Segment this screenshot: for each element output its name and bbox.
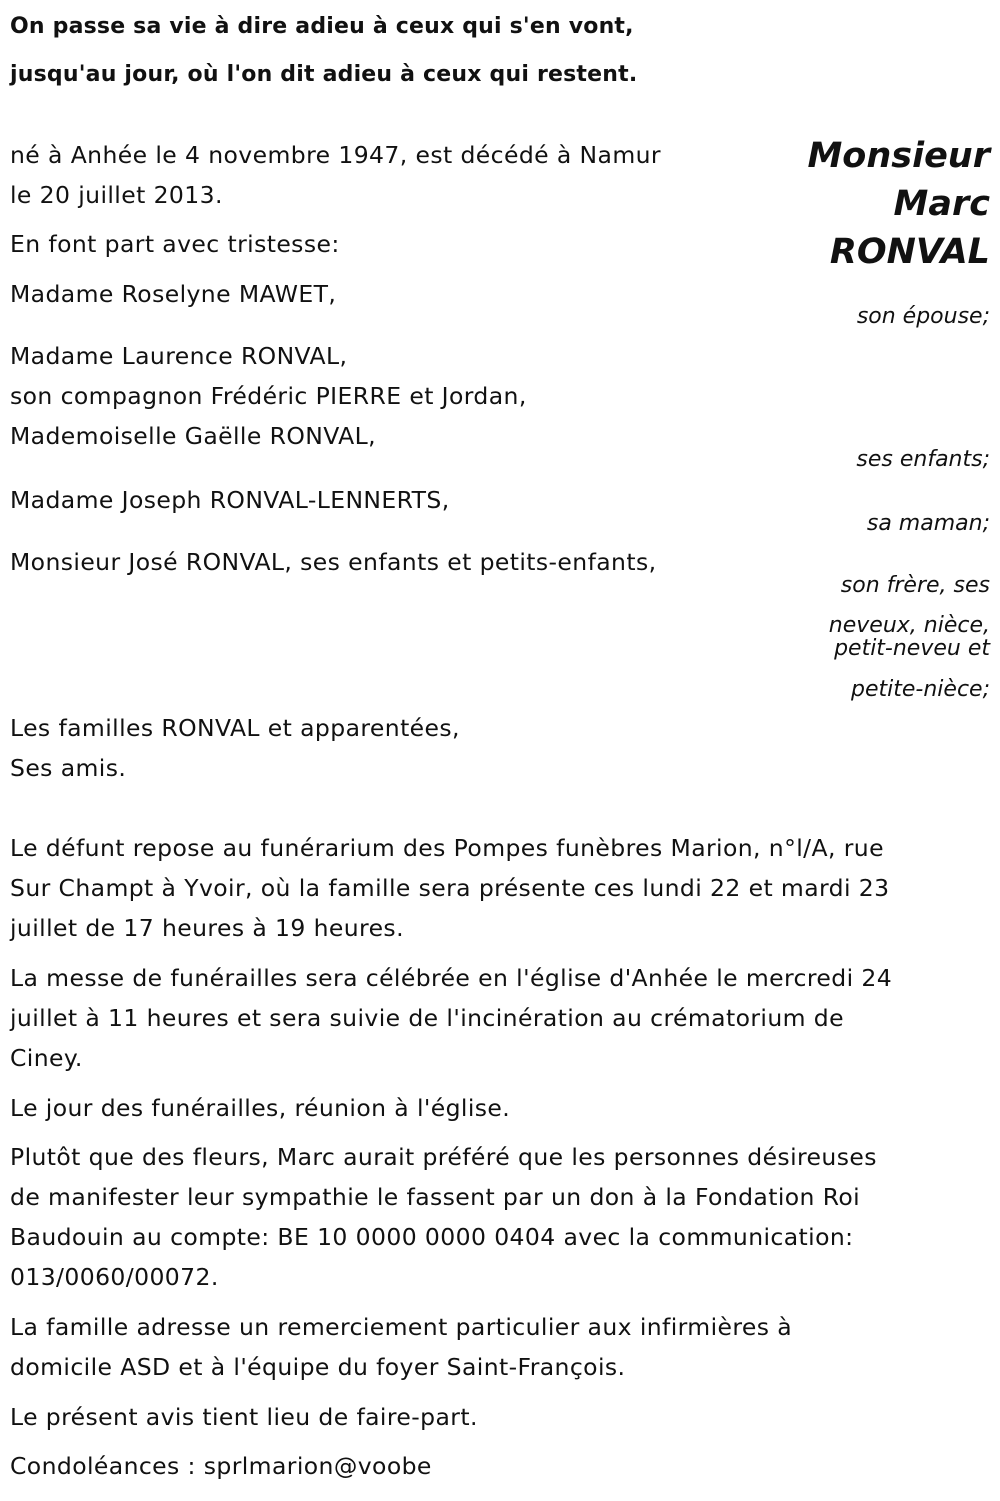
others-line-2: Ses amis. <box>10 754 127 782</box>
others-line-1: Les familles RONVAL et apparentées, <box>10 714 460 742</box>
brother-relation-line-3: petit-neveu et <box>834 636 990 661</box>
epigraph-line-1: On passe sa vie à dire adieu à ceux qui s'en vont, <box>10 14 634 39</box>
notice-line: Le présent avis tient lieu de faire-part. <box>10 1403 478 1431</box>
mass-line-3: Ciney. <box>10 1044 83 1072</box>
child-line-2: son compagnon Frédéric PIERRE et Jordan, <box>10 382 527 410</box>
birth-death-line-1: né à Anhée le 4 novembre 1947, est décédé à Namur <box>10 141 661 169</box>
deceased-title: Monsieur <box>807 136 990 176</box>
mass-line-2: juillet à 11 heures et sera suivie de l'incinération au crématorium de <box>10 1004 844 1032</box>
brother-relation-line-4: petite-nièce; <box>851 677 990 702</box>
condolences-line: Condoléances : sprlmarion@voobe <box>10 1452 432 1480</box>
flowers-line-3: Baudouin au compte: BE 10 0000 0000 0404 avec la communication: <box>10 1223 854 1251</box>
deceased-last-name: RONVAL <box>829 232 990 272</box>
child-line-1: Madame Laurence RONVAL, <box>10 342 348 370</box>
rest-line-1: Le défunt repose au funérarium des Pompes funèbres Marion, n°l/A, rue <box>10 834 884 862</box>
mass-line-1: La messe de funérailles sera célébrée en l'église d'Anhée le mercredi 24 <box>10 964 893 992</box>
rest-line-2: Sur Champt à Yvoir, où la famille sera présente ces lundi 22 et mardi 23 <box>10 874 890 902</box>
brother-relation-line-1: son frère, ses <box>840 573 990 598</box>
children-relation: ses enfants; <box>856 447 990 472</box>
birth-death-line-2: le 20 juillet 2013. <box>10 181 223 209</box>
deceased-first-name: Marc <box>893 184 990 224</box>
spouse-relation: son épouse; <box>856 304 990 329</box>
announcement: En font part avec tristesse: <box>10 230 340 258</box>
thanks-line-2: domicile ASD et à l'équipe du foyer Saint-François. <box>10 1353 626 1381</box>
flowers-line-1: Plutôt que des fleurs, Marc aurait préféré que les personnes désireuses <box>10 1143 877 1171</box>
thanks-line-1: La famille adresse un remerciement particulier aux infirmières à <box>10 1313 793 1341</box>
brother-name: Monsieur José RONVAL, ses enfants et petits-enfants, <box>10 548 657 576</box>
mother-relation: sa maman; <box>866 511 990 536</box>
mother-name: Madame Joseph RONVAL-LENNERTS, <box>10 486 450 514</box>
flowers-line-2: de manifester leur sympathie le fassent par un don à la Fondation Roi <box>10 1183 861 1211</box>
spouse-name: Madame Roselyne MAWET, <box>10 280 337 308</box>
meeting-line: Le jour des funérailles, réunion à l'église. <box>10 1094 511 1122</box>
flowers-line-4: 013/0060/00072. <box>10 1263 219 1291</box>
brother-relation-line-2: neveux, nièce, <box>828 613 990 638</box>
child-line-3: Mademoiselle Gaëlle RONVAL, <box>10 422 377 450</box>
rest-line-3: juillet de 17 heures à 19 heures. <box>10 914 404 942</box>
epigraph-line-2: jusqu'au jour, où l'on dit adieu à ceux qui restent. <box>10 62 638 87</box>
